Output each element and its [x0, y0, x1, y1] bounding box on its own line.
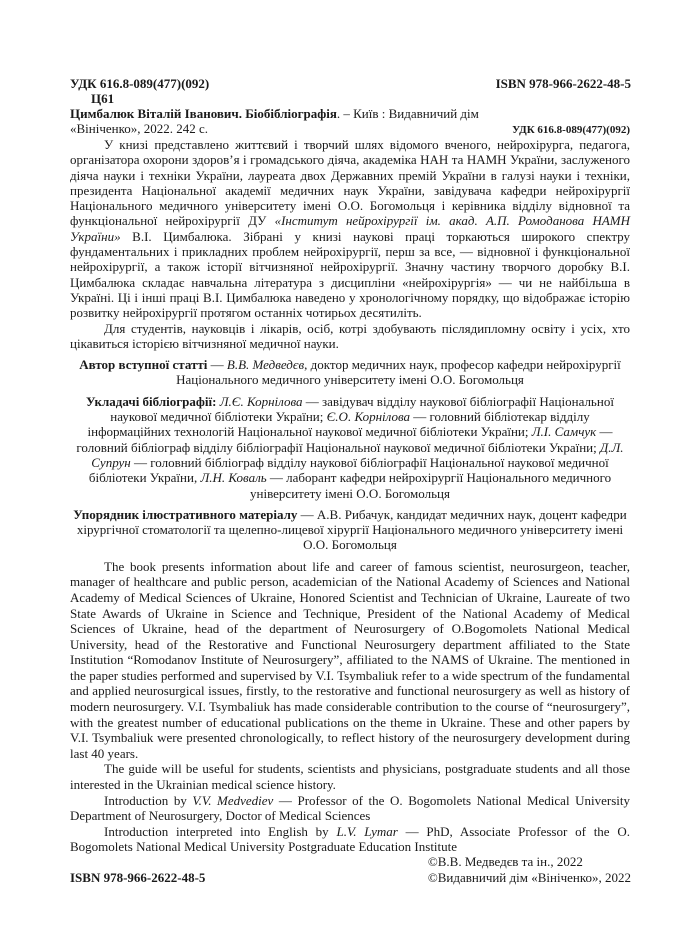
ua-audience: Для студентів, науковців і лікарів, осіб, котрі здобувають післядипломну освіту і усіх, хто цікавиться історією вітчизняної медичної науки. [70, 320, 630, 351]
author-sign-code: Ц61 [91, 91, 115, 106]
en-translator: Introduction interpreted into English by L.V. Lymar — PhD, Associate Professor of the O. Bogomolets National Medical University Postgraduate Education Institute [70, 823, 631, 855]
en-audience: The guide will be useful for students, scientists and physicians, postgraduate students and all those interested in the Ukrainian medical science history. [70, 761, 630, 793]
copyright-block [428, 854, 631, 886]
copyright-publisher: ©Видавничий дім «Вініченко», 2022 [427, 870, 631, 885]
page-body [70, 106, 630, 855]
udk-code: УДК 616.8-089(477)(092) [70, 76, 210, 91]
udk-code-2: УДК 616.8-089(477)(092) [512, 124, 630, 136]
ua-intro-author: Автор вступної статті — В.В. Медведєв, доктор медичних наук, професор кафедри нейрохірургії Національного медичного університету імені О.О. Богомольця [79, 357, 621, 388]
en-section [70, 559, 630, 855]
book-title: Цимбалюк Віталій Іванович. Біобібліографія [70, 106, 337, 121]
title-year-pages: «Вініченко», 2022. 242 с. [70, 121, 209, 136]
en-annotation: The book presents information about life and career of famous scientist, neurosurgeon, teacher, manager of healthcare and public person, academician of the National Academy of Sciences and National Academy of Medical Sciences of Ukraine, Honored Scientist and Technician of Ukraine, Laureate of two State Awards of Ukraine in Science and Technique, President of the National Academy of Medical Sciences of Ukraine, head of the department of Neurosurgery of O.Bogomolets National Medical University, head of the Restorative and Functional Neurosurgery department affiliated to the State Institution “Romodanov Institute of Neurosurgery”, affiliated to the NAMS of Ukraine. The mentioned in the paper studies performed and supervised by V.I. Tsymbaliuk refer to a wide spectrum of the fundamental and applied neurosurgical issues, firstly, to the restorative and functional neurosurgery as well as history of modern neurosurgery. V.I. Tsymbaliuk has made considerable contribution to the course of “neurosurgery”, with the greatest number of educational publications on the theme in Ukraine. These and other papers by V.I. Tsymbaliuk were presented chronologically, to reflect history of the neurosurgery development during last 40 years. [70, 558, 630, 761]
ua-compilers: Укладачі бібліографії: Л.Є. Корнілова — завідувач відділу наукової бібліографії Національної наукової медичної бібліотеки України; Є.О. Корнілова — головний бібліотекар відділу інформаційних технологій Національної наукової медичної бібліотеки України; Л.І. Самчук — головний бібліограф відділу бібліографії Національної наукової медичної бібліотеки України; Д.Л. Супрун — головний бібліограф відділу наукової бібліографії Національної наукової медичної бібліотеки України, Л.Н. Коваль — лаборант кафедри нейрохірургії Національного медичного університету імені О.О. Богомольця [76, 393, 624, 501]
en-intro-author: Introduction by V.V. Medvediev — Professor of the O. Bogomolets National Medical University Department of Neurosurgery, Doctor of Medical Sciences [70, 792, 631, 824]
title-row-2 [70, 121, 630, 137]
isbn-top: ISBN 978-966-2622-48-5 [495, 76, 631, 91]
copyright-authors: ©В.В. Медведєв та ін., 2022 [427, 854, 583, 869]
ua-illustrations: Упорядник ілюстративного матеріалу — А.В. Рибачук, кандидат медичних наук, доцент кафедри хірургічної стоматології та щелепно-лицевої хірургії Національного медичного університету імені О.О. Богомольця [73, 506, 627, 553]
isbn-bottom: ISBN 978-966-2622-48-5 [70, 870, 206, 885]
bibliographic-title [70, 106, 630, 121]
ua-annotation: У книзі представлено життєвий і творчий шлях відомого вченого, нейрохірурга, педагога, організатора охорони здоров’я і громадського діяча, академіка НАН та НАМН України, заслуженого діяча науки і техніки України, лауреата двох Державних премій України в галузі науки і техніки, президента Національної академії медичних наук України, завідувача кафедри нейрохірургії Національного медичного університету імені О.О. Богомольця і керівника відділу відновної та функціональної нейрохірургії ДУ «Інститут нейрохірургії ім. акад. А.П. Ромоданова НАМН України» В.І. Цимбалюка. Зібрані у книзі наукові праці торкаються широкого спектру фундаментальних і прикладних проблем нейрохірургії, перш за все, — відновної і функціональної нейрохірургії, а також історії вітчизняної нейрохірургії. Значну частину творчого доробку В.І. Цимбалюка складає навчальна література з дисципліни «нейрохірургія» — чи не найбільша в Україні. Ці і інші праці В.І. Цимбалюка наведено у хронологічному порядку, що відображає історію розвитку нейрохірургії протягом останніх чотирьох десятиліть. [70, 137, 630, 321]
header-line [70, 76, 631, 92]
title-publisher: . – Київ : Видавничий дім [336, 106, 479, 121]
